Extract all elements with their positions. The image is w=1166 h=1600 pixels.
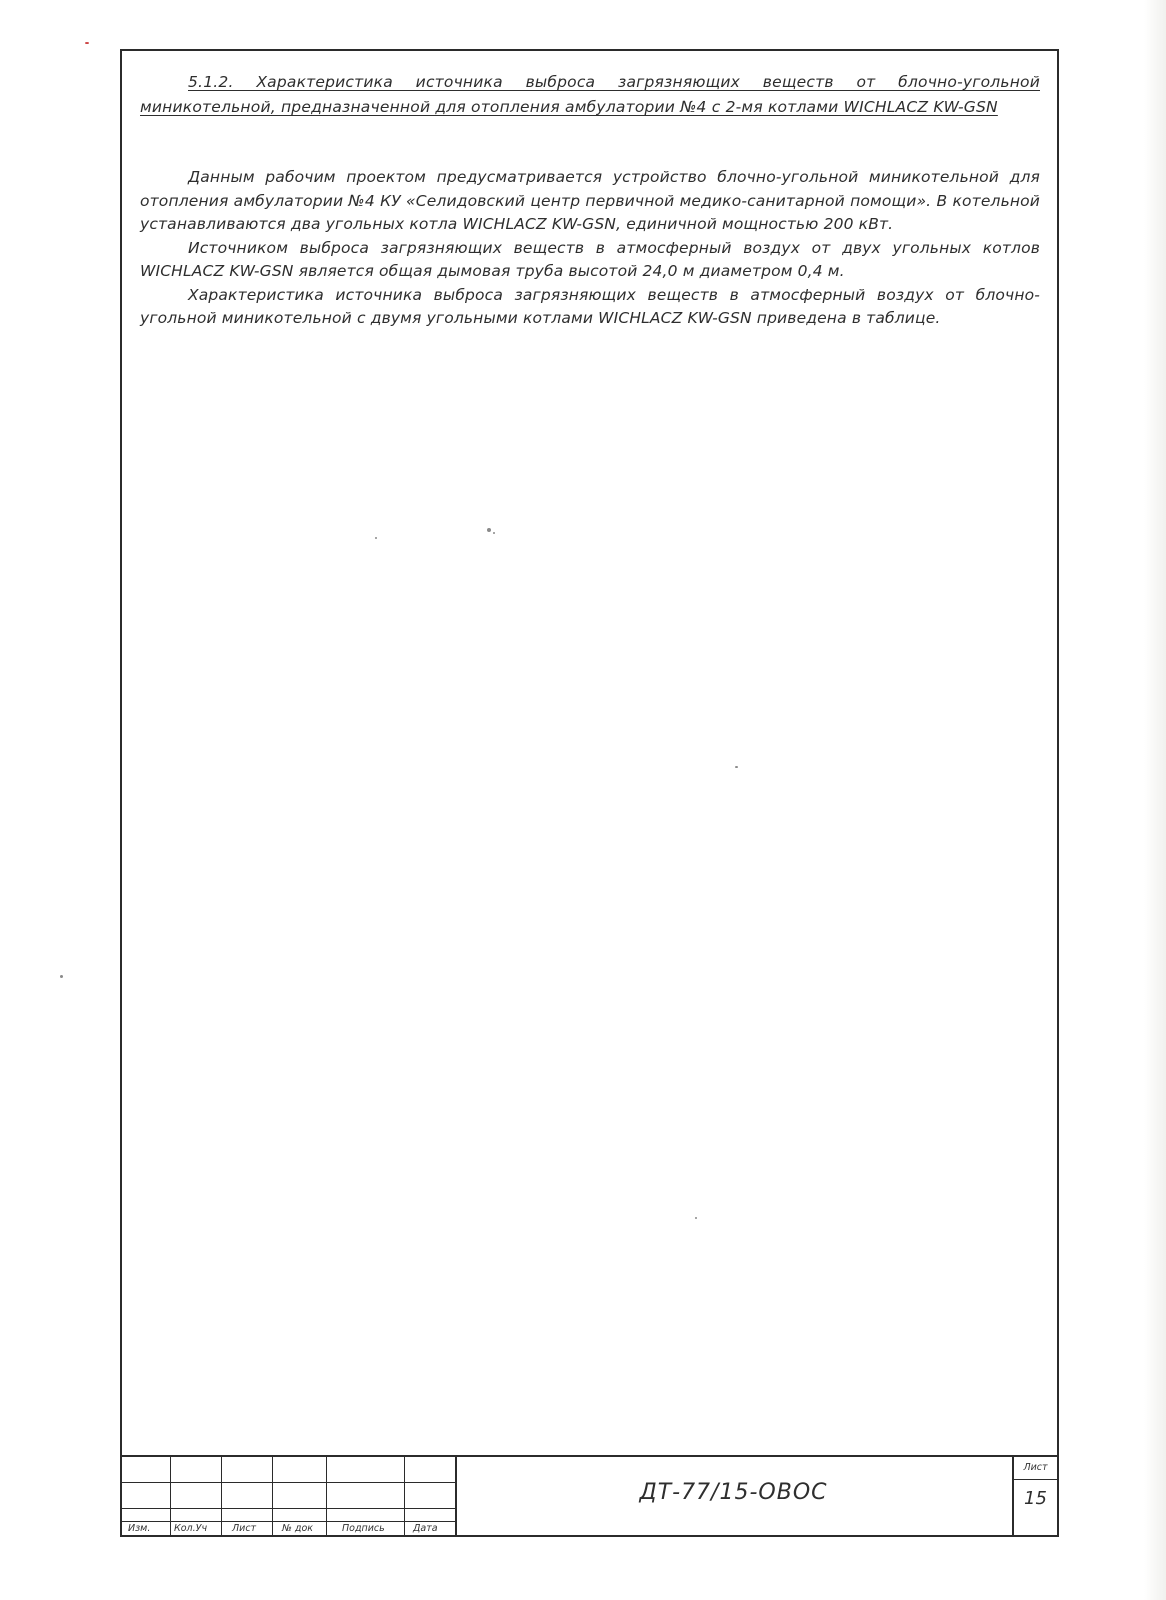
- scan-speck: [60, 975, 63, 978]
- paragraph: Данным рабочим проектом предусматривается устройство блочно-угольной миникотельной для отопления амбулатории №4 КУ «Селидовский центр первичной медико-санитарной помощи». В котельной устанавливаются два угольных котла WICHLACZ KW-GSN, единичной мощностью 200 кВт.: [140, 168, 1040, 233]
- document-code: ДТ-77/15-ОВОС: [639, 1480, 828, 1505]
- document-body: [140, 70, 1040, 331]
- column-label-doc-number: № док: [282, 1523, 314, 1534]
- sheet-number: 15: [1024, 1488, 1047, 1509]
- scan-speck: [695, 1217, 697, 1219]
- column-label-date: Дата: [413, 1523, 438, 1534]
- scan-speck: [487, 528, 491, 532]
- paragraph: Источником выброса загрязняющих веществ в атмосферный воздух от двух угольных котлов WICHLACZ KW-GSN является общая дымовая труба высотой 24,0 м диаметром 0,4 м.: [140, 238, 1040, 280]
- scan-speck: [85, 42, 89, 44]
- scan-speck: [493, 532, 495, 534]
- paragraph-block: [140, 166, 1040, 331]
- page-edge-shadow: [1144, 0, 1166, 1600]
- paragraph: Характеристика источника выброса загрязняющих веществ в атмосферный воздух от блочно-угольной миникотельной с двумя угольными котлами WICHLACZ KW-GSN приведена в таблице.: [140, 285, 1040, 327]
- column-label-quantity: Кол.Уч: [174, 1523, 208, 1534]
- column-label-signature: Подпись: [342, 1523, 385, 1534]
- column-label-sheet: Лист: [232, 1523, 257, 1534]
- scan-speck: [375, 537, 377, 539]
- scan-speck: [735, 766, 738, 768]
- sheet-label: Лист: [1023, 1462, 1048, 1473]
- column-label-revision: Изм.: [128, 1523, 151, 1534]
- section-heading: [140, 70, 1040, 120]
- section-heading-text: 5.1.2. Характеристика источника выброса загрязняющих веществ от блочно-угольной миникотельной, предназначенной для отопления амбулатории №4 с 2-мя котлами WICHLACZ KW-GSN: [140, 73, 1040, 116]
